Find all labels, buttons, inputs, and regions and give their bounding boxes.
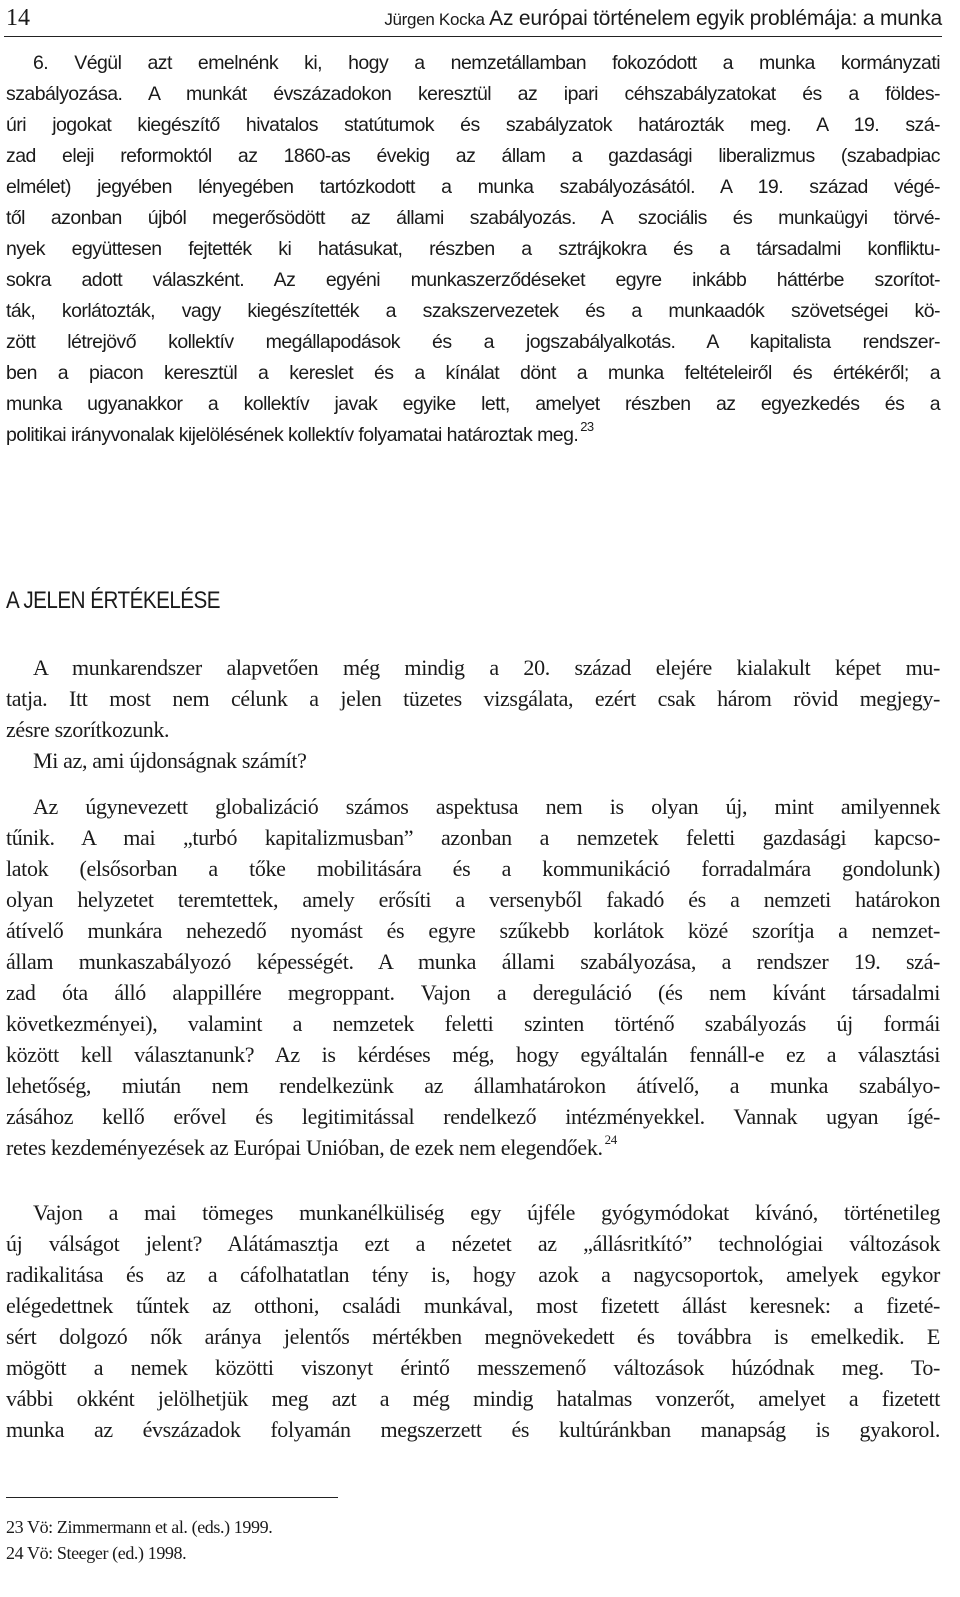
paragraph-line: között kell választanunk? Az is kérdéses még, hogy egyáltalán fennáll-e ez a választási: [6, 1042, 940, 1067]
paragraph-line: zásához kellő erővel és legitimitással rendelkező intézményekkel. Vannak ugyan ígé-: [6, 1104, 940, 1129]
footnotes: [6, 1514, 272, 1566]
paragraph-line: átívelő munkára nehezedő nyomást és egyre szűkebb korlátok közé szorítja a nemzet-: [6, 918, 940, 943]
running-header: [4, 4, 942, 37]
paragraph-line: zésre szorítkozunk.: [6, 717, 170, 742]
paragraph-line: mögött a nemek közötti viszonyt érintő messzemenő változások húzódnak meg. To-: [6, 1355, 940, 1380]
paragraph-line: zad eleji reformoktól az 1860-as évekig az állam a gazdasági liberalizmus (szabadpiac: [6, 145, 940, 167]
body-paragraph-3: [6, 791, 940, 1163]
paragraph-line: latok (elsősorban a tőke mobilitására és a kommunikáció forradalmára gondolunk): [6, 856, 940, 881]
paragraph-line: olyan helyzetet teremtettek, amely erősíti a versenyből fakadó és a nemzeti határokon: [6, 887, 940, 912]
paragraph-line: új válságot jelent? Alátámasztja ezt a nézetet az „állásritkító” technológiai változások: [6, 1231, 940, 1256]
body-paragraph-1: [6, 652, 940, 745]
paragraph-line: vábbi okként jelölhetjük meg azt a még mindig hatalmas vonzerőt, amelyet a fizetett: [6, 1386, 940, 1411]
paragraph-line: állam munkaszabályozó képességét. A munka állami szabályozása, a rendszer 19. szá-: [6, 949, 940, 974]
paragraph-line: szabályozása. A munkát évszázadokon keresztül az ipari céhszabályzatokat és a földes-: [6, 83, 940, 105]
body-paragraph-4: [6, 1197, 940, 1445]
paragraph-line: Mi az, ami újdonságnak számít?: [33, 748, 307, 773]
paragraph-line: sért dolgozó nők aránya jelentős mértékben megnövekedett és továbbra is emelkedik. E: [6, 1324, 940, 1349]
paragraph-line: nyek együttesen fejtették ki hatásukat, részben a sztrájkokra és a társadalmi konfliktu-: [6, 238, 940, 260]
paragraph-line: Vajon a mai tömeges munkanélküliség egy újféle gyógymódokat kívánó, történetileg: [33, 1200, 940, 1225]
paragraph-line: Az úgynevezett globalizáció számos aspektusa nem is olyan új, mint amilyennek: [33, 794, 940, 819]
paragraph-line: től azonban újból megerősödött az állami szabályozás. A szociális és munkaügyi törvé-: [6, 207, 940, 229]
paragraph-line: lehetőség, miután nem rendelkezünk az államhatárokon átívelő, a munka szabályo-: [6, 1073, 940, 1098]
section-6-paragraph: [6, 48, 940, 451]
paragraph-line: elmélet) jegyében lényegében tartózkodott a munka szabályozásától. A 19. század végé-: [6, 176, 940, 198]
paragraph-line: ták, korlátozták, vagy kiegészítették a szakszervezetek és a munkaadók szövetségei kö-: [6, 300, 940, 322]
header-title: Az európai történelem egyik problémája: a munka: [489, 7, 942, 30]
paragraph-line: A munkarendszer alapvetően még mindig a 20. század elejére kialakult képet mu-: [33, 655, 940, 680]
footnote-divider: [6, 1497, 338, 1498]
paragraph-line: ben a piacon keresztül a kereslet és a kínálat dönt a munka feltételeiről és értékéről; a: [6, 362, 940, 384]
footnote-23: 23 Vö: Zimmermann et al. (eds.) 1999.: [6, 1517, 273, 1537]
paragraph-line: munka az évszázadok folyamán megszerzett és kultúránkban manapság is gyakorol.: [6, 1417, 940, 1442]
footnote-ref-23: 23: [580, 418, 594, 434]
body-paragraph-2: [6, 745, 940, 776]
paragraph-line: tűnik. A mai „turbó kapitalizmusban” azonban a nemzetek feletti gazdasági kapcso-: [6, 825, 940, 850]
paragraph-line-last: [6, 1132, 940, 1163]
paragraph-line: sokra adott válaszként. Az egyéni munkaszerződéseket egyre inkább háttérbe szorítot-: [6, 269, 940, 291]
paragraph-line: elégedettnek tűntek az otthoni, családi munkával, most fizetett állást keresnek: a fizeté-: [6, 1293, 940, 1318]
paragraph-line: úri jogokat kiegészítő hivatalos statútumok és szabályzatok határozták meg. A 19. szá-: [6, 114, 940, 136]
header-author: Jürgen Kocka: [384, 10, 485, 29]
running-title: [384, 6, 942, 34]
paragraph-line: következményei), valamint a nemzetek feletti szinten történő szabályozás új formái: [6, 1011, 940, 1036]
paragraph-line: tatja. Itt most nem célunk a jelen tüzetes vizsgálata, ezért csak három rövid megjegy-: [6, 686, 940, 711]
paragraph-line-last: [6, 420, 940, 451]
paragraph-line: zött létrejövő kollektív megállapodások és a jogszabályalkotás. A kapitalista rendszer-: [6, 331, 940, 353]
paragraph-line: zad óta álló alappillére megroppant. Vajon a dereguláció (és nem kívánt társadalmi: [6, 980, 940, 1005]
section-heading: A JELEN ÉRTÉKELÉSE: [6, 587, 221, 614]
paragraph-text: retes kezdeményezések az Európai Unióban, de ezek nem elegendőek.: [6, 1135, 603, 1160]
page-number: 14: [6, 5, 30, 31]
footnote-24: 24 Vö: Steeger (ed.) 1998.: [6, 1543, 187, 1563]
paragraph-line: munka ugyanakkor a kollektív javak egyike lett, amelyet részben az egyezkedés és a: [6, 393, 940, 415]
footnote-ref-24: 24: [604, 1131, 617, 1147]
paragraph-line: 6. Végül azt emelnénk ki, hogy a nemzetállamban fokozódott a munka kormányzati: [33, 52, 940, 74]
paragraph-line: radikalitása és az a cáfolhatatlan tény is, hogy azok a nagycsoportok, amelyek egykor: [6, 1262, 940, 1287]
paragraph-text: politikai irányvonalak kijelölésének kollektív folyamatai határoztak meg.: [6, 424, 579, 446]
